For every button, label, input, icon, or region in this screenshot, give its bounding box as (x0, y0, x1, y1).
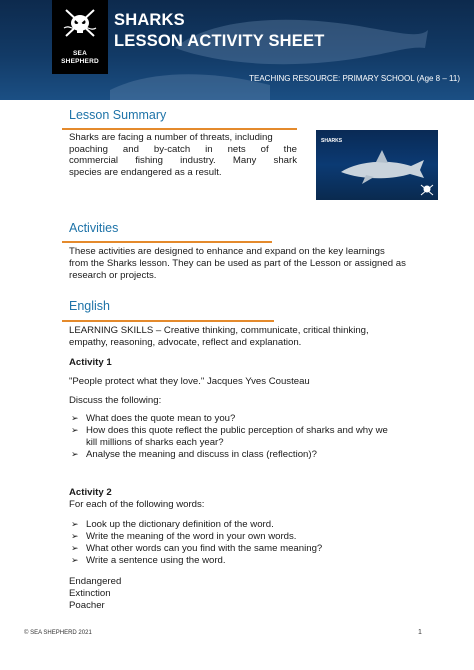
page-number: 1 (418, 629, 422, 636)
activity1-title: Activity 1 (69, 357, 112, 368)
arrow-bullet-icon: ➢ (71, 531, 79, 541)
activity1-quote: "People protect what they love." Jacques Yves Cousteau (69, 376, 310, 387)
shark-photo (316, 130, 438, 200)
summary-line: species are endangered as a result. (69, 166, 222, 178)
summary-line: commercial fishing industry. Many shark (69, 155, 297, 166)
lesson-summary-heading: Lesson Summary (69, 108, 167, 122)
section-divider (62, 241, 272, 243)
logo-text-sea: SEA (73, 50, 87, 57)
photo-label: SHARKS (321, 138, 343, 144)
page-title-line2: LESSON ACTIVITY SHEET (114, 32, 325, 50)
footer-copyright: © SEA SHEPHERD 2021 (24, 630, 92, 636)
activities-heading: Activities (69, 221, 119, 235)
activities-line: research or projects. (69, 270, 157, 281)
vocab-word: Endangered (69, 576, 122, 587)
activity2-title: Activity 2 (69, 487, 112, 498)
learning-skills-line: LEARNING SKILLS – Creative thinking, communicate, critical thinking, (69, 325, 369, 336)
sea-shepherd-logo (52, 0, 108, 74)
arrow-bullet-icon: ➢ (71, 449, 79, 459)
activity2-prompt: For each of the following words: (69, 499, 205, 510)
vocab-word: Poacher (69, 600, 105, 611)
english-heading: English (69, 299, 110, 313)
sea-shepherd-mark-icon (420, 184, 434, 196)
section-divider (62, 128, 297, 130)
summary-line: Sharks are facing a number of threats, including (69, 132, 273, 143)
activity1-prompt: Discuss the following: (69, 395, 162, 406)
lesson-summary-text (69, 132, 297, 178)
arrow-bullet-icon: ➢ (71, 519, 79, 529)
activities-line: These activities are designed to enhance and expand on the key learnings (69, 246, 385, 257)
arrow-bullet-icon: ➢ (71, 543, 79, 553)
arrow-bullet-icon: ➢ (71, 425, 79, 435)
activities-line: from the Sharks lesson. They can be used as part of the Lesson or assigned as (69, 258, 406, 269)
arrow-bullet-icon: ➢ (71, 413, 79, 423)
shark-icon (336, 148, 426, 188)
section-divider (62, 320, 274, 322)
logo-text-shepherd: SHEPHERD (61, 58, 99, 65)
header-banner (0, 0, 474, 100)
summary-line: poaching and by-catch in nets of the (69, 143, 297, 155)
teaching-resource-label: TEACHING RESOURCE: PRIMARY SCHOOL (Age 8 – 11) (249, 74, 460, 83)
arrow-bullet-icon: ➢ (71, 555, 79, 565)
page-title-line1: SHARKS (114, 11, 185, 29)
whale-tail-image (110, 60, 270, 100)
jolly-roger-icon (60, 6, 100, 46)
learning-skills-line: empathy, reasoning, advocate, reflect and explanation. (69, 337, 302, 348)
vocab-word: Extinction (69, 588, 111, 599)
